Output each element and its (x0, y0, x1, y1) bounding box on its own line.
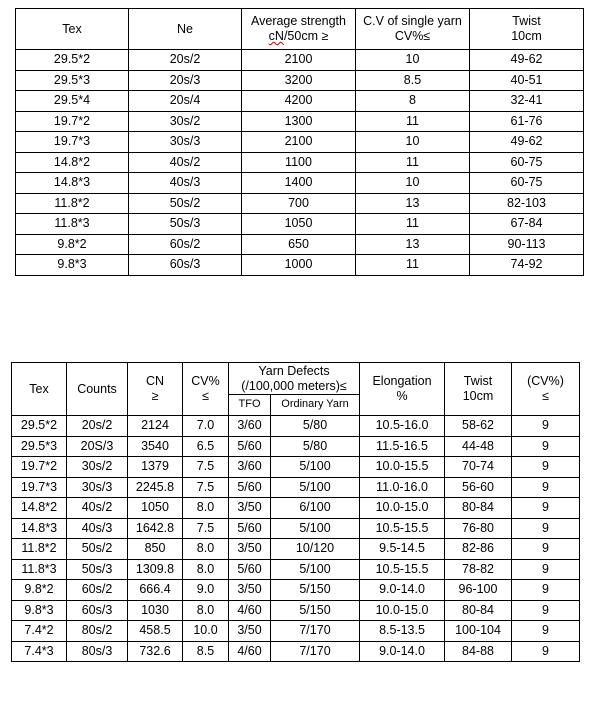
table-cell: 80-84 (445, 600, 512, 621)
table-cell: 9.8*2 (12, 580, 67, 601)
table-cell: 5/100 (271, 477, 360, 498)
table-cell: 1100 (242, 152, 356, 173)
header-average-strength (242, 9, 356, 50)
table-cell: 14.8*2 (16, 152, 129, 173)
table-cell: 9.0-14.0 (360, 580, 445, 601)
table-cell: 7.5 (183, 477, 229, 498)
table-cell: 20S/3 (67, 436, 128, 457)
table-cell: 30s/2 (67, 457, 128, 478)
header-twist-line2: 10cm (511, 29, 542, 43)
table-cell: 7.0 (183, 416, 229, 437)
table-cell: 5/60 (229, 518, 271, 539)
table-cell: 2100 (242, 50, 356, 71)
table-cell: 5/150 (271, 600, 360, 621)
table-cell: 58-62 (445, 416, 512, 437)
table-cell: 30s/3 (129, 132, 242, 153)
table-cell: 9 (512, 457, 580, 478)
table-row (16, 132, 584, 153)
table-cell: 29.5*3 (12, 436, 67, 457)
table-cell: 1400 (242, 173, 356, 194)
table-cell: 80s/3 (67, 641, 128, 662)
table-cell: 4/60 (229, 641, 271, 662)
table-cell: 60-75 (470, 152, 584, 173)
header-strength-unit-rest: /50cm ≥ (283, 29, 329, 43)
header-elong-line2: % (396, 389, 408, 403)
table-cell: 5/60 (229, 436, 271, 457)
header-cn-line2: ≥ (151, 389, 159, 403)
table-cell: 9.5-14.5 (360, 539, 445, 560)
table-cell: 3/50 (229, 621, 271, 642)
table-cell: 96-100 (445, 580, 512, 601)
table-cell: 7.5 (183, 457, 229, 478)
table-cell: 40s/2 (67, 498, 128, 519)
table-cell: 9 (512, 621, 580, 642)
header-cvp-line1: CV% (191, 374, 220, 388)
header-twist (445, 363, 512, 416)
header-cn (128, 363, 183, 416)
table-cell: 11 (356, 255, 470, 276)
header-cv-percent (183, 363, 229, 416)
table-cell: 10.0-15.0 (360, 498, 445, 519)
table-cell: 4/60 (229, 600, 271, 621)
table-cell: 1300 (242, 111, 356, 132)
table-cell: 5/60 (229, 559, 271, 580)
table-cell: 14.8*3 (16, 173, 129, 194)
table-cell: 1050 (242, 214, 356, 235)
table-cell: 8.5-13.5 (360, 621, 445, 642)
table-row (16, 111, 584, 132)
table-cell: 32-41 (470, 91, 584, 112)
table-cell: 100-104 (445, 621, 512, 642)
yarn-quality-table (11, 362, 580, 662)
table-row (16, 234, 584, 255)
table-cell: 40-51 (470, 70, 584, 91)
table-cell: 1379 (128, 457, 183, 478)
table-cell: 56-60 (445, 477, 512, 498)
table-cell: 60s/2 (67, 580, 128, 601)
table-cell: 3/50 (229, 539, 271, 560)
table-cell: 1030 (128, 600, 183, 621)
table-cell: 60s/3 (129, 255, 242, 276)
table-cell: 30s/3 (67, 477, 128, 498)
table-cell: 8.0 (183, 559, 229, 580)
table-cell: 10 (356, 132, 470, 153)
table-cell: 7.4*3 (12, 641, 67, 662)
header-twist-line1: Twist (512, 14, 541, 28)
table-cell: 5/80 (271, 436, 360, 457)
table-cell: 1309.8 (128, 559, 183, 580)
table-row (16, 255, 584, 276)
header-twist (470, 9, 584, 50)
table-cell: 8.5 (183, 641, 229, 662)
header-twist-line2: 10cm (462, 389, 494, 403)
table-row (12, 600, 580, 621)
table-cell: 666.4 (128, 580, 183, 601)
table-cell: 8.0 (183, 539, 229, 560)
table-cell: 82-103 (470, 193, 584, 214)
table-cell: 60s/2 (129, 234, 242, 255)
table-cell: 10 (356, 50, 470, 71)
table-cell: 19.7*2 (16, 111, 129, 132)
header-ordinary-yarn: Ordinary Yarn (271, 395, 360, 416)
table-cell: 10.0-15.0 (360, 600, 445, 621)
table-cell: 11.8*3 (12, 559, 67, 580)
table-cell: 11.5-16.5 (360, 436, 445, 457)
table-cell: 2100 (242, 132, 356, 153)
table-row (12, 539, 580, 560)
table-cell: 458.5 (128, 621, 183, 642)
table-cell: 11 (356, 111, 470, 132)
table-cell: 20s/2 (67, 416, 128, 437)
table-cell: 80-84 (445, 498, 512, 519)
table-cell: 1050 (128, 498, 183, 519)
header-cv-single-yarn (356, 9, 470, 50)
table1-body (16, 50, 584, 276)
table-cell: 3/60 (229, 457, 271, 478)
table-row (16, 70, 584, 91)
table-cell: 11.8*3 (16, 214, 129, 235)
header-cv2-line1: (CV%) (527, 374, 564, 388)
header-elong-line1: Elongation (372, 374, 432, 388)
table-cell: 74-92 (470, 255, 584, 276)
table-cell: 4200 (242, 91, 356, 112)
table-row (16, 91, 584, 112)
header-ne: Ne (129, 9, 242, 50)
table-cell: 19.7*3 (12, 477, 67, 498)
table-cell: 9 (512, 580, 580, 601)
table-cell: 50s/3 (67, 559, 128, 580)
header-cv2-line2: ≤ (542, 389, 549, 403)
table-cell: 82-86 (445, 539, 512, 560)
table-cell: 13 (356, 234, 470, 255)
table-cell: 9 (512, 600, 580, 621)
table-cell: 5/100 (271, 457, 360, 478)
table-cell: 6/100 (271, 498, 360, 519)
header-tex: Tex (12, 363, 67, 416)
table-cell: 10.5-15.5 (360, 559, 445, 580)
table-cell: 10.0 (183, 621, 229, 642)
table-cell: 60s/3 (67, 600, 128, 621)
table-cell: 7.5 (183, 518, 229, 539)
table-cell: 5/80 (271, 416, 360, 437)
table-cell: 49-62 (470, 132, 584, 153)
table-row (12, 498, 580, 519)
header-cv-line1: C.V of single yarn (363, 14, 462, 28)
table-cell: 40s/3 (67, 518, 128, 539)
table-cell: 3/50 (229, 498, 271, 519)
table-row (12, 457, 580, 478)
table-cell: 10/120 (271, 539, 360, 560)
table-cell: 29.5*2 (16, 50, 129, 71)
table-cell: 9 (512, 641, 580, 662)
header-defects-line2: (/100,000 meters)≤ (241, 378, 347, 393)
table-cell: 2124 (128, 416, 183, 437)
table-cell: 10 (356, 173, 470, 194)
table-cell: 14.8*2 (12, 498, 67, 519)
table-cell: 3/60 (229, 416, 271, 437)
table-cell: 67-84 (470, 214, 584, 235)
table-row (12, 436, 580, 457)
table-cell: 76-80 (445, 518, 512, 539)
table-cell: 80s/2 (67, 621, 128, 642)
table-row (12, 416, 580, 437)
table-row (16, 152, 584, 173)
table-row (12, 580, 580, 601)
table-cell: 30s/2 (129, 111, 242, 132)
table-cell: 50s/3 (129, 214, 242, 235)
table-cell: 3/50 (229, 580, 271, 601)
header-strength-line2 (242, 29, 355, 44)
table-cell: 19.7*2 (12, 457, 67, 478)
table-cell: 9 (512, 436, 580, 457)
table-row (12, 621, 580, 642)
table-cell: 8 (356, 91, 470, 112)
table-cell: 9.8*3 (12, 600, 67, 621)
table-cell: 11 (356, 214, 470, 235)
table-cell: 7/170 (271, 641, 360, 662)
table-cell: 7/170 (271, 621, 360, 642)
table-cell: 11.0-16.0 (360, 477, 445, 498)
header-cv-line2: CV%≤ (394, 29, 431, 43)
table-cell: 5/150 (271, 580, 360, 601)
header-counts: Counts (67, 363, 128, 416)
table-cell: 9 (512, 477, 580, 498)
table-cell: 60-75 (470, 173, 584, 194)
table-cell: 84-88 (445, 641, 512, 662)
table-cell: 732.6 (128, 641, 183, 662)
table-cell: 9 (512, 539, 580, 560)
table-cell: 70-74 (445, 457, 512, 478)
table-row (16, 50, 584, 71)
table-cell: 20s/3 (129, 70, 242, 91)
table-cell: 650 (242, 234, 356, 255)
table-row (12, 641, 580, 662)
table-cell: 1642.8 (128, 518, 183, 539)
table-cell: 5/60 (229, 477, 271, 498)
table-cell: 9 (512, 416, 580, 437)
table-cell: 5/100 (271, 559, 360, 580)
table-cell: 700 (242, 193, 356, 214)
table-cell: 14.8*3 (12, 518, 67, 539)
table-row (16, 193, 584, 214)
table-row (12, 518, 580, 539)
table-cell: 20s/4 (129, 91, 242, 112)
table-cell: 10.5-16.0 (360, 416, 445, 437)
table-cell: 49-62 (470, 50, 584, 71)
table-cell: 850 (128, 539, 183, 560)
table-cell: 10.5-15.5 (360, 518, 445, 539)
table-cell: 11 (356, 152, 470, 173)
table-cell: 9 (512, 498, 580, 519)
table-cell: 9.8*3 (16, 255, 129, 276)
table-cell: 8.5 (356, 70, 470, 91)
table-cell: 50s/2 (67, 539, 128, 560)
table-cell: 3540 (128, 436, 183, 457)
table-cell: 20s/2 (129, 50, 242, 71)
table-cell: 19.7*3 (16, 132, 129, 153)
table-row (12, 559, 580, 580)
table-cell: 29.5*4 (16, 91, 129, 112)
table-cell: 10.0-15.5 (360, 457, 445, 478)
yarn-strength-table (15, 8, 584, 276)
table-cell: 9.0-14.0 (360, 641, 445, 662)
table-cell: 9.0 (183, 580, 229, 601)
table-cell: 61-76 (470, 111, 584, 132)
header-defects-line1: Yarn Defects (258, 363, 330, 378)
table-cell: 13 (356, 193, 470, 214)
table-row (16, 214, 584, 235)
header-strength-line1: Average strength (251, 14, 346, 28)
table-cell: 29.5*3 (16, 70, 129, 91)
table-cell: 2245.8 (128, 477, 183, 498)
table-row (16, 173, 584, 194)
table-cell: 40s/2 (129, 152, 242, 173)
table-cell: 44-48 (445, 436, 512, 457)
header-twist-line1: Twist (463, 374, 493, 388)
table-cell: 29.5*2 (12, 416, 67, 437)
header-cn-line1: CN (145, 374, 165, 388)
table-cell: 9.8*2 (16, 234, 129, 255)
table-cell: 7.4*2 (12, 621, 67, 642)
header-cv2 (512, 363, 580, 416)
table-cell: 6.5 (183, 436, 229, 457)
table-cell: 9 (512, 559, 580, 580)
table-cell: 9 (512, 518, 580, 539)
table-cell: 40s/3 (129, 173, 242, 194)
header-cvp-line2: ≤ (202, 389, 209, 403)
table-cell: 1000 (242, 255, 356, 276)
table-cell: 11.8*2 (16, 193, 129, 214)
table-cell: 90-113 (470, 234, 584, 255)
table-cell: 8.0 (183, 498, 229, 519)
header-tex: Tex (16, 9, 129, 50)
table-cell: 5/100 (271, 518, 360, 539)
header-yarn-defects (229, 363, 360, 395)
table-cell: 11.8*2 (12, 539, 67, 560)
table-cell: 3200 (242, 70, 356, 91)
table-cell: 8.0 (183, 600, 229, 621)
header-tfo: TFO (229, 395, 271, 416)
table-row (12, 477, 580, 498)
header-strength-unit: cN (268, 29, 284, 43)
table-cell: 78-82 (445, 559, 512, 580)
table-cell: 50s/2 (129, 193, 242, 214)
header-elongation (360, 363, 445, 416)
table2-body (12, 416, 580, 662)
